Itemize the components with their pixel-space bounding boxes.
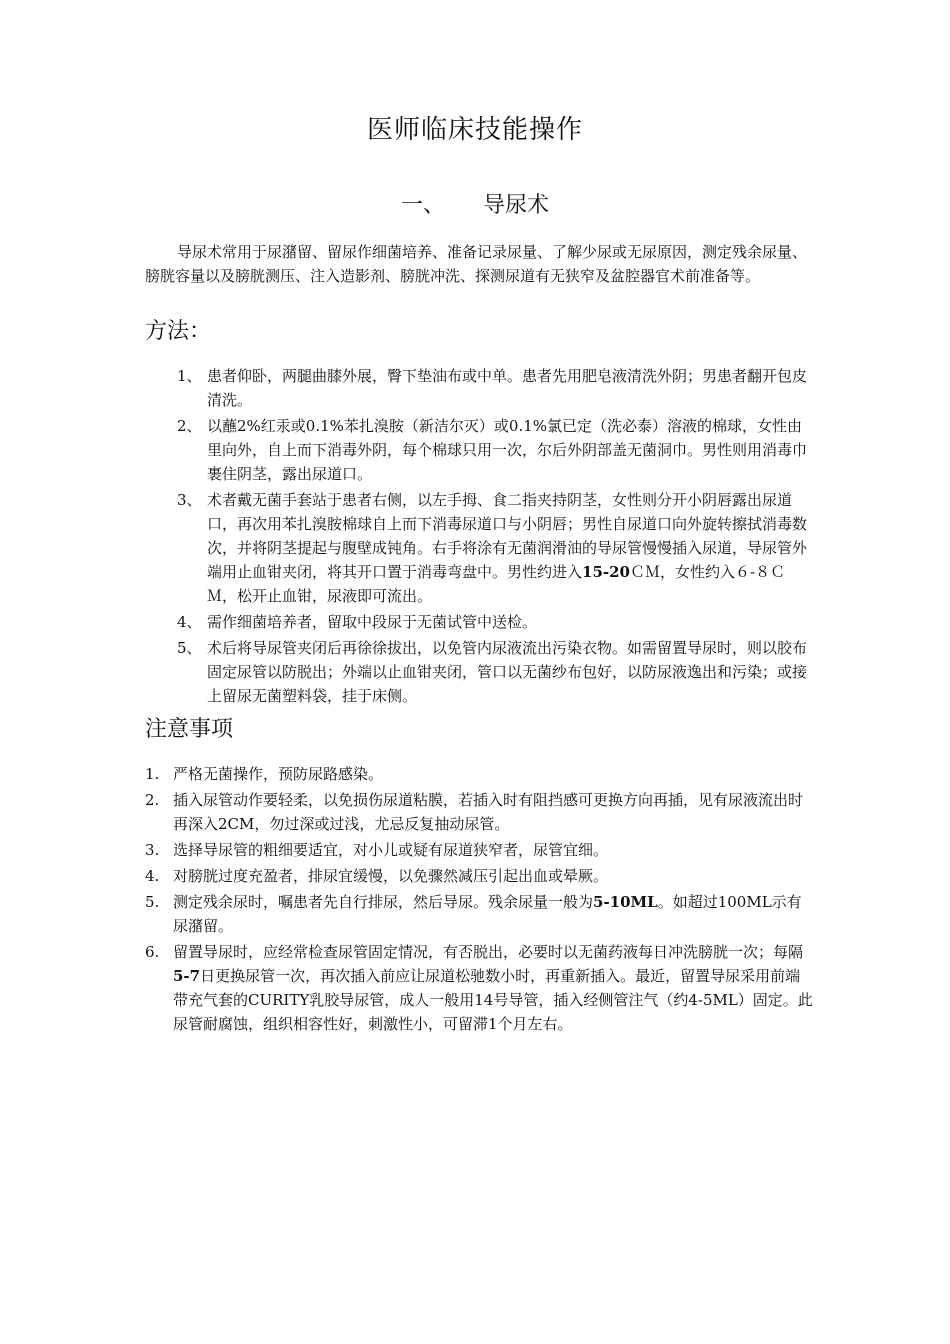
step-text: 术者戴无菌手套站于患者右侧，以左手拇、食二指夹持阴茎，女性则分开小阴唇露出尿道口，再次用苯扎溴胺棉球自上而下消毒尿道口与小阴唇；男性自尿道口向外旋转擦拭消毒数次，并将阴茎提起与腹壁成钝角。右手将涂有无菌润滑油的导尿管慢慢插入尿道，导尿管外端用止血钳夹闭，将其开口置于消毒弯盘中。男性约进入 xyxy=(207,491,808,581)
note-marker: 2. xyxy=(145,791,160,809)
step-marker: 4、 xyxy=(177,613,202,631)
method-step xyxy=(145,364,815,412)
step-marker: 2、 xyxy=(177,417,202,435)
step-marker: 3、 xyxy=(177,491,202,509)
step-text: 患者仰卧，两腿曲膝外展，臀下垫油布或中单。患者先用肥皂液清洗外阴；男患者翻开包皮清洗。 xyxy=(207,367,808,409)
note-item xyxy=(145,838,815,862)
note-marker: 5. xyxy=(145,893,160,911)
step-marker: 5、 xyxy=(177,639,202,657)
note-text: 对膀胱过度充盈者，排尿宜缓慢，以免骤然减压引起出血或晕厥。 xyxy=(173,867,609,885)
note-marker: 3. xyxy=(145,841,160,859)
method-step xyxy=(145,414,815,486)
note-marker: 1. xyxy=(145,765,160,783)
note-bold-value: 5-10ML xyxy=(593,893,658,911)
note-text: 严格无菌操作，预防尿路感染。 xyxy=(173,765,384,783)
step-text: 以蘸2%红汞或0.1%苯扎溴胺（新洁尔灭）或0.1%氯已定（洗必泰）溶液的棉球，女性由里向外，自上而下消毒外阴，每个棉球只用一次，尔后外阴部盖无菌洞巾。男性则用消毒巾裹住阴茎，露出尿道口。 xyxy=(207,417,808,483)
note-item xyxy=(145,762,815,786)
note-item xyxy=(145,890,815,938)
step-text-continued: ＣＭ，女性约入６-８ＣＭ，松开止血钳，尿液即可流出。 xyxy=(207,563,786,605)
note-marker: 4. xyxy=(145,867,160,885)
document-title: 医师临床技能操作 xyxy=(366,115,583,145)
method-step xyxy=(145,636,815,708)
intro-paragraph: 导尿术常用于尿潴留、留尿作细菌培养、准备记录尿量、了解少尿或无尿原因，测定残余尿量、膀胱容量以及膀胱测压、注入造影剂、膀胱冲洗、探测尿道有无狭窄及盆腔器官术前准备等。 xyxy=(145,243,808,285)
note-text: 留置导尿时，应经常检查尿管固定情况，有否脱出，必要时以无菌药液每日冲洗膀胱一次；每隔 xyxy=(173,943,804,961)
note-item xyxy=(145,788,815,836)
notes-heading: 注意事项 xyxy=(145,717,234,742)
note-text: 测定残余尿时，嘱患者先自行排尿，然后导尿。残余尿量一般为 xyxy=(173,893,594,911)
section-number: 一、 xyxy=(400,193,445,218)
step-bold-value: 15-20 xyxy=(582,563,630,581)
note-item xyxy=(145,940,815,1036)
step-marker: 1、 xyxy=(177,367,202,385)
note-text: 选择导尿管的粗细要适宜，对小儿或疑有尿道狭窄者，尿管宜细。 xyxy=(173,841,609,859)
method-steps-list xyxy=(145,364,815,710)
method-heading: 方法： xyxy=(145,319,212,344)
method-step xyxy=(145,488,815,608)
notes-list xyxy=(145,762,815,1038)
section-heading xyxy=(0,190,950,222)
note-marker: 6. xyxy=(145,943,160,961)
note-bold-value: 5-7 xyxy=(173,967,201,985)
note-item xyxy=(145,864,815,888)
method-step xyxy=(145,610,815,634)
step-text: 需作细菌培养者，留取中段尿于无菌试管中送检。 xyxy=(207,613,538,631)
note-text-continued: 。如超过100ML示有尿潴留。 xyxy=(173,893,802,935)
note-text: 插入尿管动作要轻柔，以免损伤尿道粘膜，若插入时有阻挡感可更换方向再插，见有尿液流出时再深入2CM，勿过深或过浅，尤忌反复抽动尿管。 xyxy=(173,791,804,833)
step-text: 术后将导尿管夹闭后再徐徐拔出，以免管内尿液流出污染衣物。如需留置导尿时，则以胶布固定尿管以防脱出；外端以止血钳夹闭，管口以无菌纱布包好，以防尿液逸出和污染；或接上留尿无菌塑料袋，挂于床侧。 xyxy=(207,639,808,705)
section-title: 导尿术 xyxy=(483,193,550,218)
note-text-continued: 日更换尿管一次，再次插入前应让尿道松驰数小时，再重新插入。最近，留置导尿采用前端带充气套的CURITY乳胶导尿管，成人一般用14号导管，插入经侧管注气（约4-5ML）固定。此尿管耐腐蚀，组织相容性好，刺激性小，可留滞1个月左右。 xyxy=(173,967,813,1033)
